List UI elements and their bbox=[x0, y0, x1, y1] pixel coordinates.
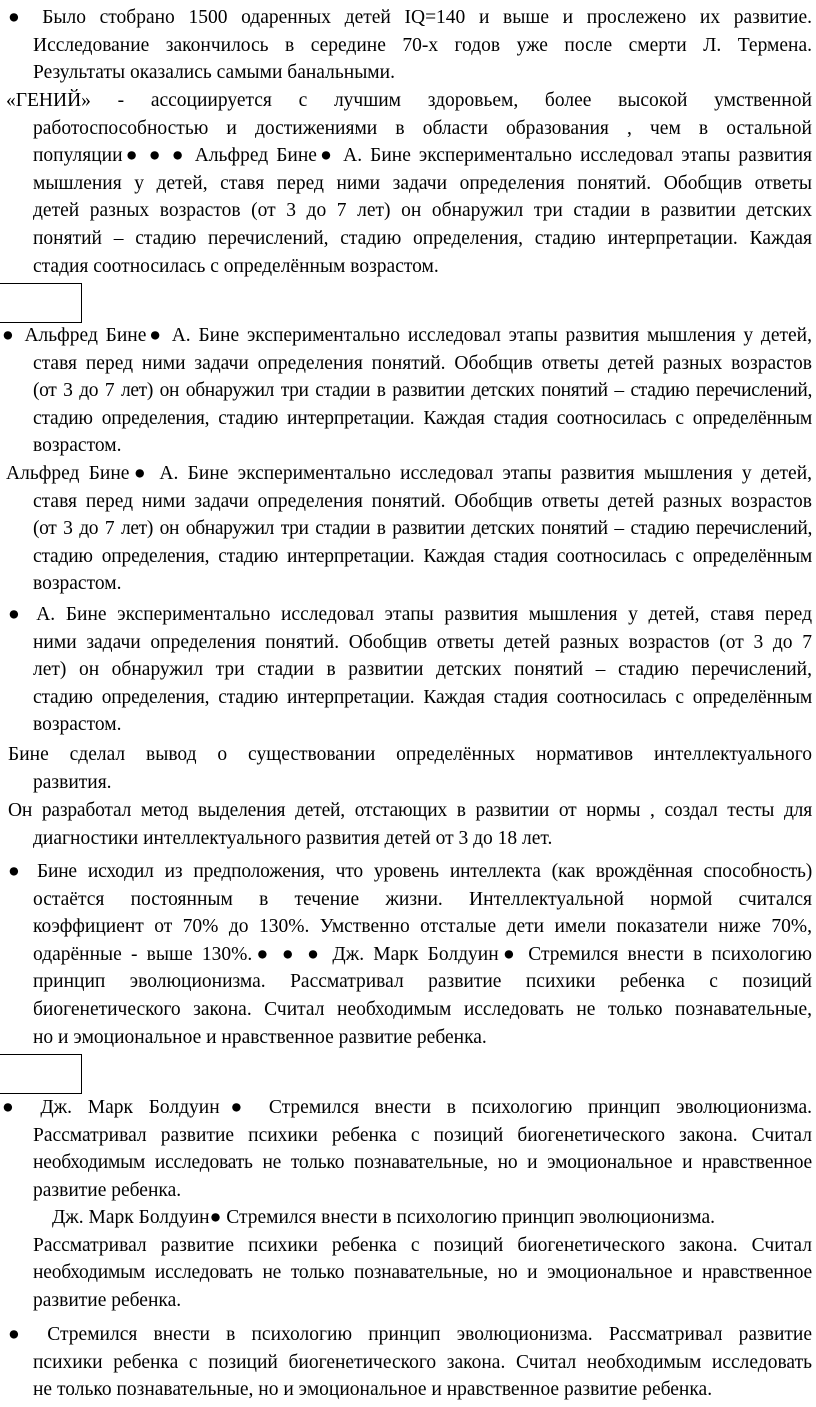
text-line: (от 3 до 7 лет) он обнаружил три стадии в развитии детских понятий – стадию перечислений, bbox=[33, 380, 812, 402]
text-line: Он разработал метод выделения детей, отстающих в развитии от нормы , создал тесты для bbox=[8, 800, 812, 821]
text-line: ● Стремился внести в психологию принцип эволюционизма. Рассматривал развитие bbox=[8, 1324, 812, 1345]
paragraph-binet-1 bbox=[0, 322, 816, 460]
text-line: ● А. Бине экспериментально исследовал этапы развития мышления у детей, ставя перед bbox=[8, 604, 812, 625]
text-line: одарённые - выше 130%.● ● ● Дж. Марк Болдуин● Стремился внести в психологию bbox=[33, 943, 812, 965]
text-line: детей разных возрастов (от 3 до 7 лет) он обнаружил три стадии в развитии детских bbox=[33, 200, 812, 222]
text-line: ● Бине исходил из предположения, что уровень интеллекта (как врождённая способность) bbox=[8, 861, 812, 882]
text-line: диагностики интеллектуального развития детей от 3 до 18 лет. bbox=[33, 827, 553, 849]
text-line: Альфред Бине● А. Бине экспериментально исследовал этапы развития мышления у детей, bbox=[6, 463, 812, 484]
paragraph-binet-2 bbox=[0, 460, 816, 598]
paragraph-baldwin-1 bbox=[0, 1094, 816, 1204]
text-line: принцип эволюционизма. Рассматривал развитие психики ребенка с позиций bbox=[33, 971, 812, 993]
text-line: коэффициент от 70% до 130%. Умственно отсталые дети имели показатели ниже 70%, bbox=[33, 916, 812, 938]
paragraph-binet-intelligence bbox=[0, 858, 816, 1051]
text-line: стадия соотносилась с определённым возрастом. bbox=[33, 255, 439, 277]
text-line: стадию определения, стадию интерпретации. Каждая стадия соотносилась с определённым bbox=[33, 686, 812, 708]
text-line: Исследование закончилось в середине 70-х годов уже после смерти Л. Термена. bbox=[33, 34, 812, 56]
paragraph-termen-study bbox=[0, 4, 816, 87]
text-line: остаётся постоянным в течение жизни. Интеллектуальной нормой считался bbox=[33, 888, 812, 910]
text-line: возрастом. bbox=[33, 435, 122, 457]
text-line: развитие ребенка. bbox=[33, 1179, 182, 1201]
text-line: понятий – стадию перечислений, стадию определения, стадию интерпретации. Каждая bbox=[33, 227, 812, 249]
paragraph-binet-conclusion bbox=[0, 741, 816, 796]
paragraph-binet-3 bbox=[0, 601, 816, 739]
text-line: Результаты оказались самыми банальными. bbox=[33, 62, 395, 84]
text-line: ставя перед ними задачи определения понятий. Обобщив ответы детей разных возрастов bbox=[33, 352, 812, 374]
empty-frame bbox=[0, 1054, 82, 1094]
text-line: необходимым исследовать не только познавательные, но и эмоциональное и нравственное bbox=[33, 1152, 812, 1174]
text-line: ставя перед ними задачи определения понятий. Обобщив ответы детей разных возрастов bbox=[33, 490, 812, 512]
text-line: необходимым исследовать не только познавательные, но и эмоциональное и нравственное bbox=[33, 1262, 812, 1284]
text-line: стадию определения, стадию интерпретации. Каждая стадия соотносилась с определённым bbox=[33, 545, 812, 567]
text-line: ● Было стобрано 1500 одаренных детей IQ=140 и выше и прослежено их развитие. bbox=[8, 7, 812, 28]
text-line: Рассматривал развитие психики ребенка с позиций биогенетического закона. Считал bbox=[33, 1234, 812, 1256]
paragraph-binet-method bbox=[0, 797, 816, 852]
paragraph-baldwin-2 bbox=[0, 1204, 816, 1314]
text-line: мышления у детей, ставя перед ними задачи определения понятий. Обобщив ответы bbox=[33, 172, 812, 194]
text-line: популяции● ● ● Альфред Бине● А. Бине экспериментально исследовал этапы развития bbox=[33, 145, 812, 167]
text-line: не только познавательные, но и эмоциональное и нравственное развитие ребенка. bbox=[33, 1379, 713, 1401]
text-line: но и эмоциональное и нравственное развитие ребенка. bbox=[33, 1026, 487, 1048]
text-line: психики ребенка с позиций биогенетического закона. Считал необходимым исследовать bbox=[33, 1351, 812, 1373]
text-line: возрастом. bbox=[33, 573, 122, 595]
text-line: возрастом. bbox=[33, 714, 122, 736]
text-line: биогенетического закона. Считал необходимым исследовать не только познавательные, bbox=[33, 998, 812, 1020]
text-line: Дж. Марк Болдуин● Стремился внести в психологию принцип эволюционизма. bbox=[52, 1207, 716, 1228]
text-line: ● Дж. Марк Болдуин● Стремился внести в психологию принцип эволюционизма. bbox=[2, 1097, 812, 1118]
paragraph-baldwin-3 bbox=[0, 1321, 816, 1404]
text-line: работоспособностью и достижениями в области образования , чем в остальной bbox=[33, 117, 812, 139]
text-line: развитие ребенка. bbox=[33, 1289, 182, 1311]
text-line: стадию определения, стадию интерпретации. Каждая стадия соотносилась с определённым bbox=[33, 407, 812, 429]
text-line: Бине сделал вывод о существовании определённых нормативов интеллектуального bbox=[8, 744, 812, 765]
text-line: Рассматривал развитие психики ребенка с позиций биогенетического закона. Считал bbox=[33, 1124, 812, 1146]
text-line: ● Альфред Бине● А. Бине экспериментально исследовал этапы развития мышления у детей, bbox=[2, 325, 812, 346]
text-line: развития. bbox=[33, 771, 112, 793]
text-line: лет) он обнаружил три стадии в развитии детских понятий – стадию перечислений, bbox=[33, 659, 812, 681]
empty-frame bbox=[0, 283, 82, 323]
text-line: «ГЕНИЙ» - ассоциируется с лучшим здоровьем, более высокой умственной bbox=[6, 90, 812, 111]
text-line: ними задачи определения понятий. Обобщив ответы детей разных возрастов (от 3 до 7 bbox=[33, 631, 812, 653]
paragraph-genius-definition bbox=[0, 87, 816, 280]
text-line: (от 3 до 7 лет) он обнаружил три стадии в развитии детских понятий – стадию перечислений, bbox=[33, 518, 812, 540]
